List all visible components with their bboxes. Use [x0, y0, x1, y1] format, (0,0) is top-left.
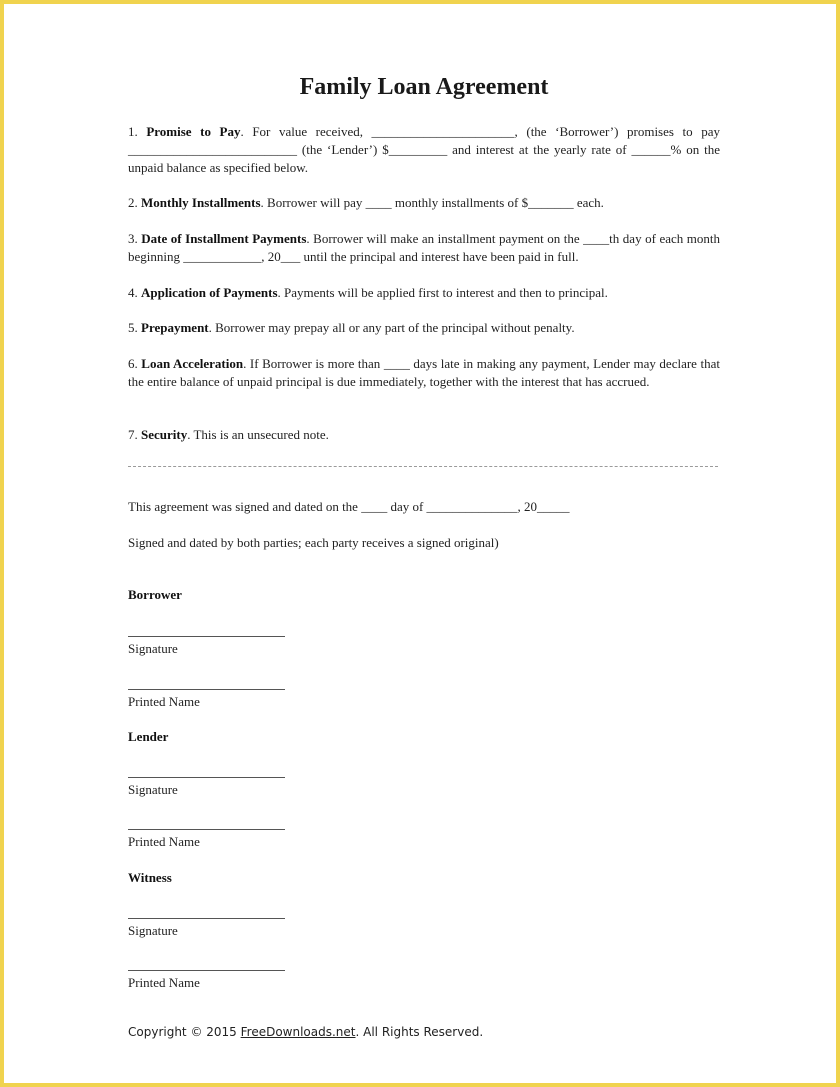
- clause-number: 4.: [128, 285, 138, 300]
- clause-monthly-installments: [128, 194, 720, 212]
- lender-signature-line[interactable]: [128, 777, 285, 778]
- signed-dated-line: This agreement was signed and dated on the ____ day of ______________, 20_____: [128, 499, 570, 514]
- clause-number: 2.: [128, 195, 138, 210]
- clause-text: . For value received, ______________________, (the ‘Borrower’) promises to pay __________________________ (the ‘Lender’) $_________ and interest at the yearly rate of ______% on the unpaid balance as specified below.: [128, 124, 720, 175]
- clause-text: . Borrower will pay ____ monthly installments of $_______ each.: [260, 195, 604, 210]
- clause-promise-to-pay: [128, 123, 720, 177]
- borrower-signature-label: Signature: [128, 641, 178, 656]
- lender-printed-name-line[interactable]: [128, 829, 285, 830]
- clause-number: 3.: [128, 231, 138, 246]
- clause-date-of-installment-payments: [128, 230, 720, 266]
- clause-security: [128, 426, 720, 444]
- copyright-prefix: Copyright © 2015: [128, 1025, 241, 1039]
- freedownloads-link[interactable]: FreeDownloads.net: [240, 1025, 356, 1039]
- witness-printed-name-line[interactable]: [128, 970, 285, 971]
- document-title: Family Loan Agreement: [299, 74, 549, 100]
- clause-heading: Date of Installment Payments: [141, 231, 307, 246]
- borrower-heading: Borrower: [128, 587, 182, 602]
- clause-number: 1.: [128, 124, 138, 139]
- borrower-printed-name-label: Printed Name: [128, 694, 200, 709]
- borrower-printed-name-line[interactable]: [128, 689, 285, 690]
- both-parties-note: Signed and dated by both parties; each party receives a signed original): [128, 535, 499, 550]
- clause-number: 7.: [128, 427, 138, 442]
- witness-signature-line[interactable]: [128, 918, 285, 919]
- clause-text: . This is an unsecured note.: [187, 427, 329, 442]
- clause-loan-acceleration: [128, 355, 720, 391]
- clause-number: 6.: [128, 356, 138, 371]
- clause-prepayment: [128, 319, 720, 337]
- lender-signature-label: Signature: [128, 782, 178, 797]
- clause-heading: Loan Acceleration: [141, 356, 244, 371]
- witness-signature-label: Signature: [128, 923, 178, 938]
- clause-heading: Security: [141, 427, 188, 442]
- clause-heading: Promise to Pay: [146, 124, 241, 139]
- clause-text: . Borrower will make an installment payment on the ____th day of each month beginning ____________, 20___ until the principal and interest have been paid in full.: [128, 231, 720, 264]
- dashed-separator: [128, 466, 718, 467]
- borrower-signature-line[interactable]: [128, 636, 285, 637]
- clause-heading: Application of Payments: [141, 285, 278, 300]
- copyright-notice: [128, 1025, 483, 1039]
- lender-heading: Lender: [128, 729, 169, 744]
- clause-text: . Payments will be applied first to interest and then to principal.: [277, 285, 608, 300]
- lender-printed-name-label: Printed Name: [128, 834, 200, 849]
- clause-text: . Borrower may prepay all or any part of the principal without penalty.: [208, 320, 575, 335]
- copyright-suffix: . All Rights Reserved.: [355, 1025, 484, 1039]
- clause-text: . If Borrower is more than ____ days late in making any payment, Lender may declare that the entire balance of unpaid principal is due immediately, together with the interest that has accrued.: [128, 356, 720, 389]
- clause-heading: Prepayment: [141, 320, 209, 335]
- clause-heading: Monthly Installments: [141, 195, 261, 210]
- clause-application-of-payments: [128, 284, 720, 302]
- witness-printed-name-label: Printed Name: [128, 975, 200, 990]
- witness-heading: Witness: [128, 870, 172, 885]
- clause-number: 5.: [128, 320, 138, 335]
